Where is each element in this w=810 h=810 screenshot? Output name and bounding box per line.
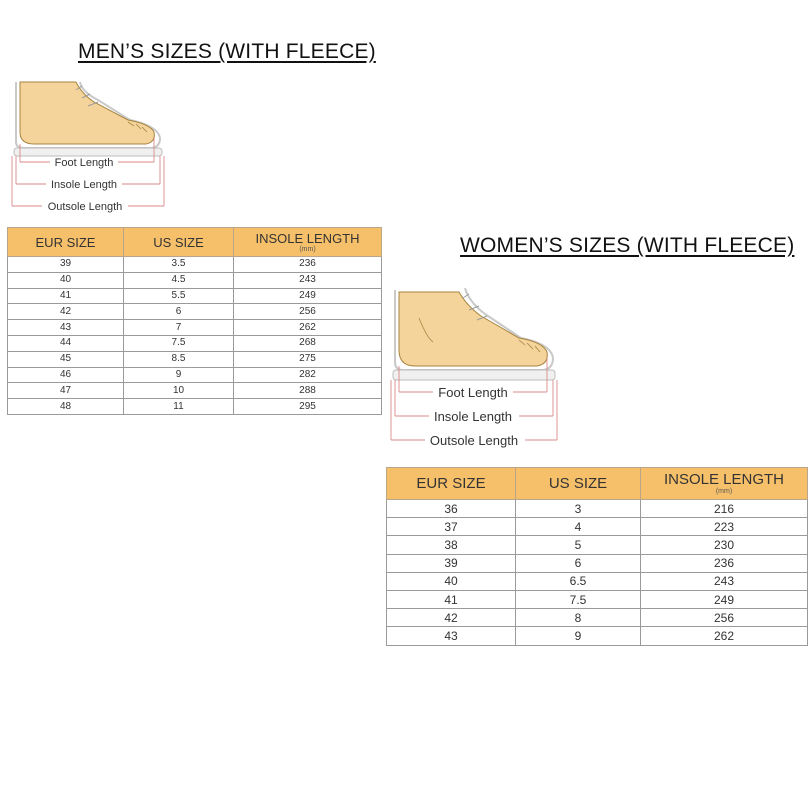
us-size-cell: 10 <box>124 383 234 399</box>
table-row <box>387 554 808 572</box>
table-header-row <box>387 468 808 500</box>
table-row <box>8 399 382 415</box>
men-foot-diagram <box>10 82 170 217</box>
table-row <box>387 500 808 518</box>
eur-size-cell: 42 <box>8 304 124 320</box>
eur-size-cell: 42 <box>387 609 516 627</box>
eur-size-cell: 44 <box>8 335 124 351</box>
eur-size-cell: 40 <box>387 572 516 590</box>
table-row <box>8 257 382 273</box>
us-size-cell: 8 <box>516 609 641 627</box>
us-size-cell: 3.5 <box>124 257 234 273</box>
insole-length-cell: 236 <box>641 554 808 572</box>
us-size-cell: 4 <box>516 518 641 536</box>
men-size-table <box>7 227 382 415</box>
us-size-cell: 4.5 <box>124 272 234 288</box>
women-outsole-length-label: Outsole Length <box>429 433 519 448</box>
insole-length-cell: 295 <box>234 399 382 415</box>
eur-size-cell: 41 <box>387 590 516 608</box>
us-size-cell: 6.5 <box>516 572 641 590</box>
insole-length-cell: 256 <box>641 609 808 627</box>
table-row <box>8 383 382 399</box>
table-row <box>387 609 808 627</box>
eur-size-header: EUR SIZE <box>387 468 516 500</box>
table-row <box>387 572 808 590</box>
table-row <box>8 320 382 336</box>
eur-size-cell: 41 <box>8 288 124 304</box>
eur-size-cell: 36 <box>387 500 516 518</box>
table-row <box>8 304 382 320</box>
eur-size-cell: 45 <box>8 351 124 367</box>
table-row <box>8 272 382 288</box>
table-row <box>387 590 808 608</box>
insole-length-cell: 268 <box>234 335 382 351</box>
eur-size-cell: 43 <box>8 320 124 336</box>
insole-length-cell: 288 <box>234 383 382 399</box>
women-sizes-heading: WOMEN’S SIZES (WITH FLEECE) <box>460 234 795 257</box>
us-size-cell: 9 <box>516 627 641 645</box>
insole-length-cell: 249 <box>234 288 382 304</box>
us-size-cell: 5 <box>516 536 641 554</box>
men-size-table-body <box>8 257 382 415</box>
us-size-cell: 3 <box>516 500 641 518</box>
table-row <box>8 367 382 383</box>
women-size-table <box>386 467 808 646</box>
us-size-header: US SIZE <box>516 468 641 500</box>
eur-size-cell: 37 <box>387 518 516 536</box>
women-size-table-body <box>387 500 808 646</box>
insole-length-cell: 243 <box>641 572 808 590</box>
us-size-cell: 11 <box>124 399 234 415</box>
insole-length-cell: 223 <box>641 518 808 536</box>
table-row <box>387 627 808 645</box>
us-size-cell: 9 <box>124 367 234 383</box>
eur-size-cell: 46 <box>8 367 124 383</box>
men-foot-length-label: Foot Length <box>54 157 114 169</box>
us-size-cell: 8.5 <box>124 351 234 367</box>
table-row <box>387 518 808 536</box>
eur-size-cell: 40 <box>8 272 124 288</box>
eur-size-header: EUR SIZE <box>8 228 124 257</box>
men-sizes-heading: MEN’S SIZES (WITH FLEECE) <box>78 40 376 63</box>
insole-length-cell: 282 <box>234 367 382 383</box>
eur-size-cell: 38 <box>387 536 516 554</box>
insole-length-header-label: INSOLE LENGTH <box>255 230 360 246</box>
insole-length-unit: (mm) <box>299 245 316 253</box>
us-size-cell: 6 <box>516 554 641 572</box>
table-row <box>387 536 808 554</box>
insole-length-header <box>641 468 808 500</box>
eur-size-cell: 43 <box>387 627 516 645</box>
insole-length-header-label: INSOLE LENGTH <box>663 471 785 488</box>
insole-length-cell: 256 <box>234 304 382 320</box>
insole-length-cell: 236 <box>234 257 382 273</box>
table-row <box>8 335 382 351</box>
us-size-cell: 5.5 <box>124 288 234 304</box>
insole-length-cell: 249 <box>641 590 808 608</box>
us-size-cell: 7.5 <box>516 590 641 608</box>
insole-length-cell: 262 <box>641 627 808 645</box>
eur-size-cell: 47 <box>8 383 124 399</box>
insole-length-cell: 216 <box>641 500 808 518</box>
insole-length-cell: 243 <box>234 272 382 288</box>
men-outsole-length-label: Outsole Length <box>47 201 123 213</box>
table-row <box>8 288 382 304</box>
insole-length-unit: (mm) <box>715 488 733 495</box>
insole-length-cell: 230 <box>641 536 808 554</box>
us-size-header: US SIZE <box>124 228 234 257</box>
insole-length-header <box>234 228 382 257</box>
women-foot-length-label: Foot Length <box>438 385 508 400</box>
us-size-cell: 6 <box>124 304 234 320</box>
insole-length-cell: 275 <box>234 351 382 367</box>
insole-length-cell: 262 <box>234 320 382 336</box>
eur-size-cell: 48 <box>8 399 124 415</box>
table-header-row <box>8 228 382 257</box>
eur-size-cell: 39 <box>387 554 516 572</box>
table-row <box>8 351 382 367</box>
eur-size-cell: 39 <box>8 257 124 273</box>
women-foot-diagram <box>389 288 559 452</box>
us-size-cell: 7 <box>124 320 234 336</box>
men-insole-length-label: Insole Length <box>50 179 118 191</box>
us-size-cell: 7.5 <box>124 335 234 351</box>
women-insole-length-label: Insole Length <box>433 409 513 424</box>
